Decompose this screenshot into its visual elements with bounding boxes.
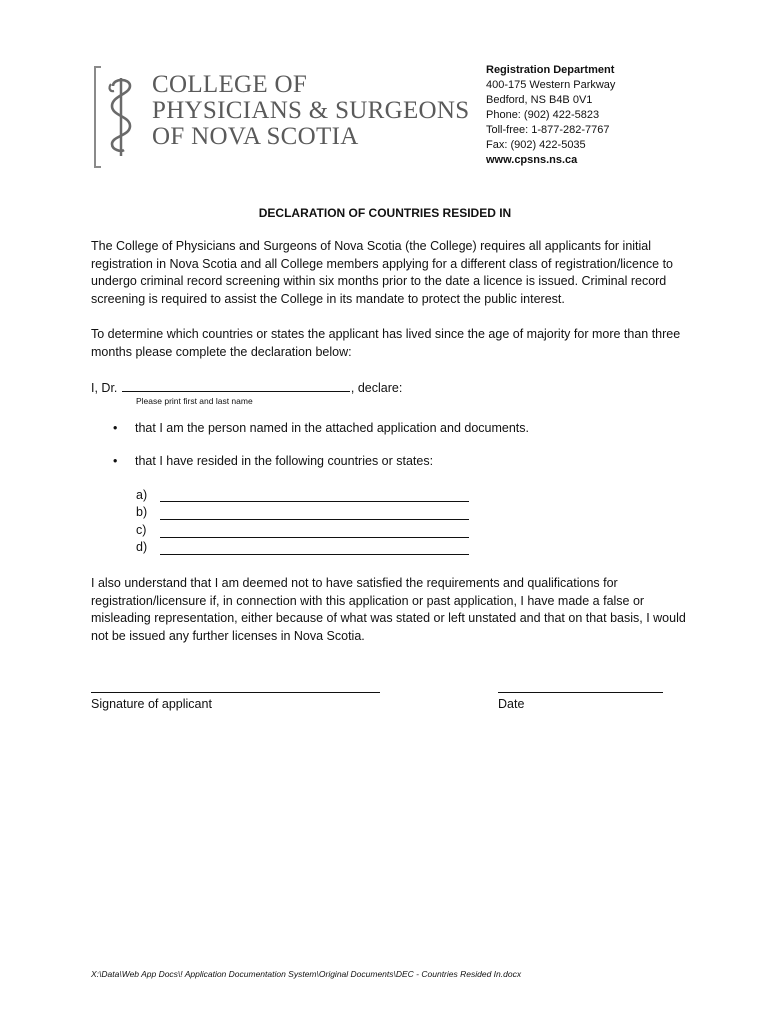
fax-number: Fax: (902) 422-5035: [486, 139, 586, 151]
name-hint: Please print first and last name: [136, 396, 253, 406]
bullet-item: [113, 421, 529, 435]
logo-line-3: OF NOVA SCOTIA: [152, 123, 359, 150]
intro-paragraph: The College of Physicians and Surgeons of Nova Scotia (the College) requires all applicants for initial registration in Nova Scotia and all College members applying for a different class of registration/licence to undergo criminal record screening within six months prior to the date a licence is issued. Criminal record screening is required to assist the College in its mandate to protect the public interest.: [91, 239, 674, 306]
signature-field[interactable]: [91, 692, 380, 693]
name-field[interactable]: [122, 379, 350, 392]
country-field-c[interactable]: [160, 523, 469, 538]
contact-block: [486, 63, 615, 168]
date-label: Date: [498, 697, 525, 711]
country-field-d[interactable]: [160, 540, 469, 555]
bullet-text: that I am the person named in the attached application and documents.: [135, 421, 530, 435]
country-label-c: c): [136, 523, 147, 537]
logo-bracket: [94, 66, 101, 168]
bullet-item: [113, 454, 433, 468]
declaration-line: [91, 379, 402, 395]
document-title: DECLARATION OF COUNTRIES RESIDED IN: [258, 206, 512, 220]
country-label-d: d): [136, 540, 148, 554]
logo-text: [152, 72, 469, 150]
date-field[interactable]: [498, 692, 663, 693]
college-logo: [94, 66, 474, 166]
logo-line-1: COLLEGE OF: [152, 71, 308, 98]
bullet-icon: •: [113, 421, 118, 435]
phone-number: Phone: (902) 422-5823: [486, 109, 600, 121]
address-line-1: 400-175 Western Parkway: [486, 79, 616, 91]
website-link[interactable]: www.cpsns.ns.ca: [486, 154, 578, 166]
understanding-paragraph: I also understand that I am deemed not to have satisfied the requirements and qualifications for registration/licensure if, in connection with this application or past application, I have made a false or misleading representation, either because of what was stated or left unstated and that on that basis, I would not be issued any further licenses in Nova Scotia.: [91, 576, 686, 643]
country-label-b: b): [136, 505, 148, 519]
footer-file-path: X:\Data\Web App Docs\! Application Documentation System\Original Documents\DEC - Countries Resided In.docx: [91, 969, 522, 979]
caduceus-icon: [104, 72, 138, 158]
country-label-a: a): [136, 488, 148, 502]
tollfree-number: Toll-free: 1-877-282-7767: [486, 124, 610, 136]
declaration-suffix: , declare:: [350, 381, 403, 395]
instruction-paragraph: To determine which countries or states the applicant has lived since the age of majority for more than three months please complete the declaration below:: [91, 327, 681, 359]
country-field-a[interactable]: [160, 488, 469, 502]
address-line-2: Bedford, NS B4B 0V1: [486, 94, 593, 106]
logo-line-2: PHYSICIANS & SURGEONS: [152, 97, 470, 124]
bullet-icon: •: [113, 454, 118, 468]
department-name: Registration Department: [486, 64, 615, 76]
bullet-text: that I have resided in the following countries or states:: [135, 454, 434, 468]
signature-label: Signature of applicant: [91, 697, 212, 711]
declaration-prefix: I, Dr.: [91, 381, 118, 395]
country-field-b[interactable]: [160, 505, 469, 520]
